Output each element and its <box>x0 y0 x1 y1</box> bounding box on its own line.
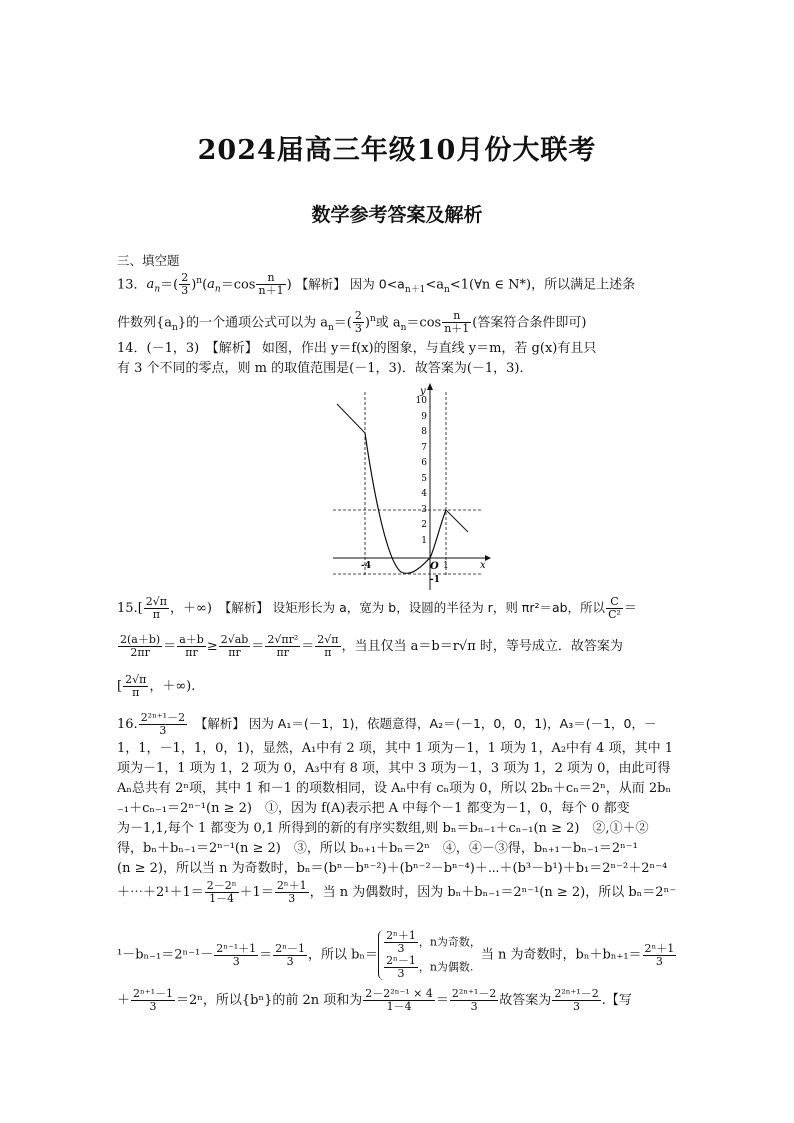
x-tick: -4 <box>361 561 371 571</box>
q16-line5: ₋₁＋cₙ₋₁＝2ⁿ⁻¹(n ≥ 2) ①，因为 f(A)表示把 A 中每个－1 都变为－1，0，每个 0 都变 <box>117 801 630 816</box>
q16-text: ¹－bₙ₋₁＝2ⁿ⁻¹－ <box>117 947 214 963</box>
graph-right-segment <box>446 510 468 532</box>
q15-analysis: 【解析】 设矩形长为 a，宽为 b，设圆的半径为 r，则 πr²＝ab，所以 <box>224 600 606 615</box>
q16-line4: Aₙ总共有 2ⁿ项，其中 1 和－1 的项数相同，设 Aₙ中有 cₙ项为 0，所以 2bₙ＋cₙ＝2ⁿ，从而 2bₙ <box>117 781 672 796</box>
fraction: $\frac{\text{2²ⁿ⁺¹－2}}{3}$ <box>451 987 497 1013</box>
q15-text: ，＋∞ <box>149 679 187 694</box>
q16-text: ，当 n 为偶数时，因为 bₙ＋bₙ₋₁＝2ⁿ⁻¹(n ≥ 2)，所以 bₙ＝2ⁿ⁻ <box>309 885 677 900</box>
q16-text: 当 n 为奇数时，bₙ＋bₙ₊₁＝ <box>480 947 642 963</box>
fraction: $\frac{\text{2ⁿ⁺¹－1}}{3}$ <box>133 987 173 1013</box>
q16-text: ＋1＝ <box>239 885 274 900</box>
q15-number: 15. <box>117 601 138 616</box>
q16-text: .【写 <box>601 993 632 1008</box>
fraction: $\frac{\text{2√πr²}}{\pi r}$ <box>267 633 299 659</box>
q13-text: }的一个通项公式可以为 a <box>177 315 328 331</box>
q15-line1: 15.[ $\frac{2√\pi}{\pi}$ ，＋∞) 【解析】 设矩形长为 a，宽为 b，设圆的半径为 r，则 πr²＝ab，所以 $\frac{C}{\text{C²}}$ ＝ <box>117 595 637 621</box>
fraction: $\frac{2}{3}$ <box>354 309 362 336</box>
y-tick: 8 <box>421 427 427 437</box>
fraction: $\frac{2√\pi}{\pi}$ <box>125 673 147 699</box>
y-tick: 6 <box>421 458 427 468</box>
fraction: $\frac{C}{\text{C²}}$ <box>608 595 621 621</box>
fraction: $\frac{\text{2ⁿ⁻¹＋1}}{3}$ <box>216 941 257 968</box>
y-tick: 1 <box>421 536 427 546</box>
piecewise-even: ，n为偶数. <box>418 960 474 974</box>
y-axis-arrow <box>427 383 433 390</box>
fraction: $\frac{a+b}{\pi r}$ <box>179 633 204 659</box>
q16-line2: 1，1，－1，1，0，1)，显然，A₁中有 2 项，其中 1 项为－1，1 项为 1，A₂中有 4 项，其中 1 <box>117 741 673 756</box>
graph-left-segment <box>337 404 365 433</box>
y-tick-labels <box>416 396 440 585</box>
q13-number: 13． <box>117 277 147 293</box>
y-tick: 10 <box>415 396 427 406</box>
q15-text: ，＋∞ <box>170 601 207 616</box>
q16-text: ＋⋯＋2¹＋1＝ <box>117 885 204 900</box>
q13-analysis: 【解析】 因为 0<a <box>295 276 405 292</box>
fraction: $\frac{\text{2ⁿ＋1}}{3}$ <box>644 941 675 968</box>
y-tick: 5 <box>421 474 427 484</box>
page-subtitle: 数学参考答案及解析 <box>311 204 483 226</box>
fraction: $\frac{\text{2ⁿ＋1}}{3}$ <box>276 879 307 905</box>
q13-text: <a <box>425 277 445 293</box>
q16-text: ＋ <box>117 993 131 1008</box>
q13-line1: 13．$a_n=$( $\frac{2}{3}$ )$^n(a_n=\cos$ $\frac{n}{n+1}$ ) 【解析】 因为 $0<a_{n+1}<a_n<1(\forall n$ ∈ N*)，所以满足上述条 <box>117 271 636 298</box>
q13-text: 件数列{a <box>117 315 173 331</box>
q16-analysis: 【解析】 因为 A₁＝(－1，1)，依题意得，A₂＝(－1，0，0，1)，A₃＝(－1，0，－ <box>201 716 657 731</box>
x-axis-arrow <box>485 555 491 561</box>
fraction: $\frac{2√\pi}{\pi}$ <box>317 633 339 659</box>
fraction: $\frac{n}{n+1}$ <box>444 309 470 336</box>
q16-number: 16. <box>117 717 138 732</box>
fraction: $\frac{\text{2ⁿ＋1}}{3}$ <box>386 929 416 955</box>
fraction: $\frac{\text{2²ⁿ⁺¹－2}}{3}$ <box>140 711 186 737</box>
q15-line3: [ $\frac{2√\pi}{\pi}$ ，＋∞). <box>117 673 196 699</box>
fraction: $\frac{\text{2ⁿ－1}}{3}$ <box>275 941 305 968</box>
piecewise-brace <box>378 930 481 980</box>
q16-line11: ＋ $\frac{\text{2ⁿ⁺¹－1}}{3}$ ＝2ⁿ，所以{bⁿ}的前 2n 项和为 $\frac{\text{2－2²ⁿ⁻¹ × 4}}{1-4}$ ＝ $\frac{\text{2²ⁿ⁺¹－2}}{3}$ 故答案为 $\frac{\text{2²ⁿ⁺¹－2}}{3}$ .【写 <box>117 987 632 1013</box>
graph-curve <box>365 433 446 573</box>
fraction: $\frac{2√ab}{\pi r}$ <box>220 633 249 659</box>
q13-text: 或 a <box>375 315 401 331</box>
q13-text: <1(∀n ∈ N*)，所以满足上述条 <box>449 277 636 293</box>
origin-label: O <box>430 561 439 572</box>
fraction: $\frac{2√\pi}{\pi}$ <box>145 595 168 621</box>
y-axis-label: y <box>420 386 426 397</box>
page-title: 2024届高三年级10月份大联考 <box>197 135 597 166</box>
piecewise-odd: ，n为奇数， <box>418 935 481 949</box>
q16-text: ＝2ⁿ，所以{bⁿ}的前 2n 项和为 <box>176 993 363 1008</box>
y-tick: 7 <box>421 443 427 453</box>
q16-line3: 项为－1，1 项为 1，2 项为 0，A₃中有 8 项，其中 3 项为－1，3 项为 1，2 项为 0，由此可得 <box>117 761 671 776</box>
y-tick: 4 <box>421 489 427 499</box>
q16-text: ，所以 bₙ＝ <box>307 947 379 963</box>
q15-line2: $\frac{2(a+b)}{2\pi r}$ ＝ $\frac{a+b}{\pi r}$ ≥ $\frac{2√ab}{\pi r}$ ＝ $\frac{\text{2√πr²}}{\pi r}$ ＝ $\frac{2√\pi}{\pi}$ ，当且仅当 a＝b＝r√π 时，等号成立．故答案为 <box>120 633 623 659</box>
q16-line7: 得，bₙ＋bₙ₋₁＝2ⁿ⁻¹(n ≥ 2) ③，所以 bₙ₊₁＋bₙ＝2ⁿ ④，④－③得，bₙ₊₁－bₙ₋₁＝2ⁿ⁻¹ <box>117 841 638 856</box>
q16-line1 <box>117 712 677 737</box>
fraction: $\frac{\text{2－2ⁿ}}{1-4}$ <box>206 879 237 905</box>
q16-line10: ¹－bₙ₋₁＝2ⁿ⁻¹－ $\frac{\text{2ⁿ⁻¹＋1}}{3}$ ＝ $\frac{\text{2ⁿ－1}}{3}$ ，所以 bₙ＝ $\frac{\text{2ⁿ＋1}}{3}$ ，n为奇数， $\frac{\text{2ⁿ－1}}{3}$ ，n为偶数.当 n 为奇数时，bₙ＋bₙ₊₁＝ $\frac{\text{2ⁿ＋1}}{3}$ <box>117 929 675 980</box>
y-tick: 2 <box>421 520 427 530</box>
q14-line2: 有 3 个不同的零点，则 m 的取值范围是(－1，3)．故答案为(－1，3)． <box>117 361 533 376</box>
q16-text: 故答案为 <box>499 993 552 1008</box>
function-graph <box>333 382 493 592</box>
y-tick: 3 <box>421 505 427 515</box>
q16-line6: 为－1,1,每个 1 都变为 0,1 所得到的新的有序实数组,则 bₙ＝bₙ₋₁＋cₙ₋₁(n ≥ 2) ②,①＋② <box>117 821 649 836</box>
y-tick: 9 <box>421 412 427 422</box>
x-tick: 1 <box>443 561 449 571</box>
fraction: $\frac{\text{2－2²ⁿ⁻¹ × 4}}{1-4}$ <box>365 987 433 1013</box>
section-label: 三、填空题 <box>117 253 180 268</box>
fraction: $\frac{2(a+b)}{2\pi r}$ <box>120 633 161 659</box>
fraction: $\frac{\text{2ⁿ－1}}{3}$ <box>386 954 416 980</box>
q16-line9 <box>117 880 677 905</box>
fraction: $\frac{2}{3}$ <box>181 271 189 298</box>
q13-line2: 件数列$\{a_n\}$的一个通项公式可以为 $a_n=$( $\frac{2}{3}$ )$^n$或 $a_n=\cos$ $\frac{n}{n+1}$ (答案符合条件即可) <box>117 309 587 336</box>
q13-text: (答案符合条件即可) <box>472 315 587 331</box>
q16-line8: (n ≥ 2)，所以当 n 为奇数时，bₙ＝(bⁿ－bⁿ⁻²)＋(bⁿ⁻²－bⁿ⁻⁴)＋⋯＋(b³－b¹)＋b₁＝2ⁿ⁻²＋2ⁿ⁻⁴ <box>117 861 668 876</box>
x-axis-label: x <box>480 560 486 571</box>
q15-text: ，当且仅当 a＝b＝r√π 时，等号成立．故答案为 <box>341 639 623 654</box>
y-tick: -1 <box>430 575 440 585</box>
fraction: $\frac{\text{2²ⁿ⁺¹－2}}{3}$ <box>554 987 599 1013</box>
q14-line1: 14．(－1，3) 【解析】 如图，作出 y＝f(x)的图象，与直线 y＝m，若 g(x)有且只 <box>117 341 597 356</box>
fraction: $\frac{n}{n+1}$ <box>258 271 284 298</box>
